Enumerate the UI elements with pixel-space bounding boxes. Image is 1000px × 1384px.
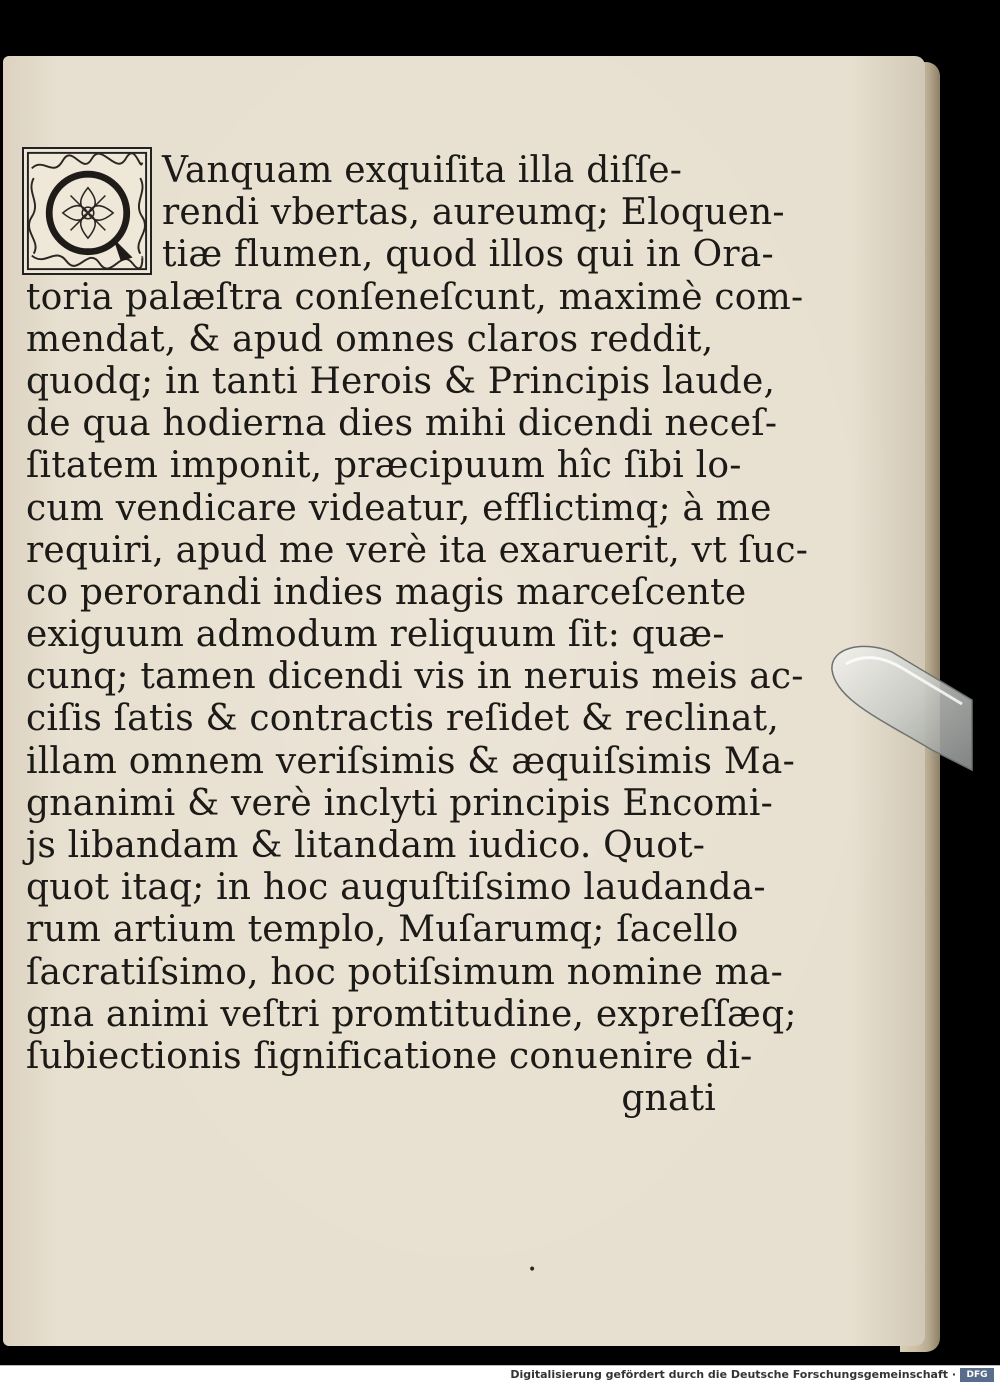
text-line: ſitatem imponit, præcipuum hîc ſibi lo- bbox=[26, 445, 742, 487]
text-line: ciſis ſatis & contractis reſidet & reclinat, bbox=[26, 698, 779, 740]
text-line: exiguum admodum reliquum ſit: quæ- bbox=[26, 614, 725, 656]
text-line: de qua hodierna dies mihi dicendi neceſ- bbox=[26, 403, 778, 445]
text-line: requiri, apud me verè ita exaruerit, vt ſuc- bbox=[26, 529, 809, 571]
text-line: gnanimi & verè inclyti principis Encomi- bbox=[26, 782, 773, 824]
text-line: mendat, & apud omnes claros reddit, bbox=[26, 318, 714, 360]
catchword: gnati bbox=[621, 1078, 716, 1120]
text-line: rum artium templo, Muſarumq; ſacello bbox=[26, 909, 739, 951]
body-text bbox=[26, 150, 809, 1120]
text-line: illam omnem veriſsimis & æquiſsimis Ma- bbox=[26, 740, 795, 782]
text-line: quot itaq; in hoc auguſtiſsimo laudanda- bbox=[26, 867, 766, 909]
text-line: tiæ flumen, quod illos qui in Ora- bbox=[162, 234, 774, 276]
text-line: js libandam & litandam iudico. Quot- bbox=[26, 825, 706, 866]
glass-weight-icon bbox=[822, 640, 972, 780]
text-line: cunq; tamen dicendi vis in neruis meis ac- bbox=[26, 656, 804, 698]
text-line: cum vendicare videatur, efflictimq; à me bbox=[26, 487, 772, 529]
dfg-logo: DFG bbox=[960, 1368, 994, 1382]
footer-bar bbox=[0, 1365, 1000, 1384]
text-line: co perorandi indies magis marceſcente bbox=[26, 571, 747, 613]
text-line: quodq; in tanti Herois & Principis laude, bbox=[26, 360, 776, 402]
footer-credit: Digitalisierung gefördert durch die Deutsche Forschungsgemeinschaft · bbox=[510, 1368, 956, 1381]
text-line: toria palæſtra conſeneſcunt, maximè com- bbox=[26, 276, 804, 318]
signature-mark: • bbox=[528, 1262, 537, 1278]
text-line: Vanquam exquiſita illa diſſe- bbox=[162, 150, 683, 191]
text-line: gna animi veſtri promtitudine, expreſſæq; bbox=[26, 993, 797, 1035]
text-line: ſacratiſsimo, hoc potiſsimum nomine ma- bbox=[26, 951, 783, 993]
text-line: rendi vbertas, aureumq; Eloquen- bbox=[162, 192, 785, 234]
text-line: ſubiectionis ſignificatione conuenire di- bbox=[26, 1035, 753, 1077]
